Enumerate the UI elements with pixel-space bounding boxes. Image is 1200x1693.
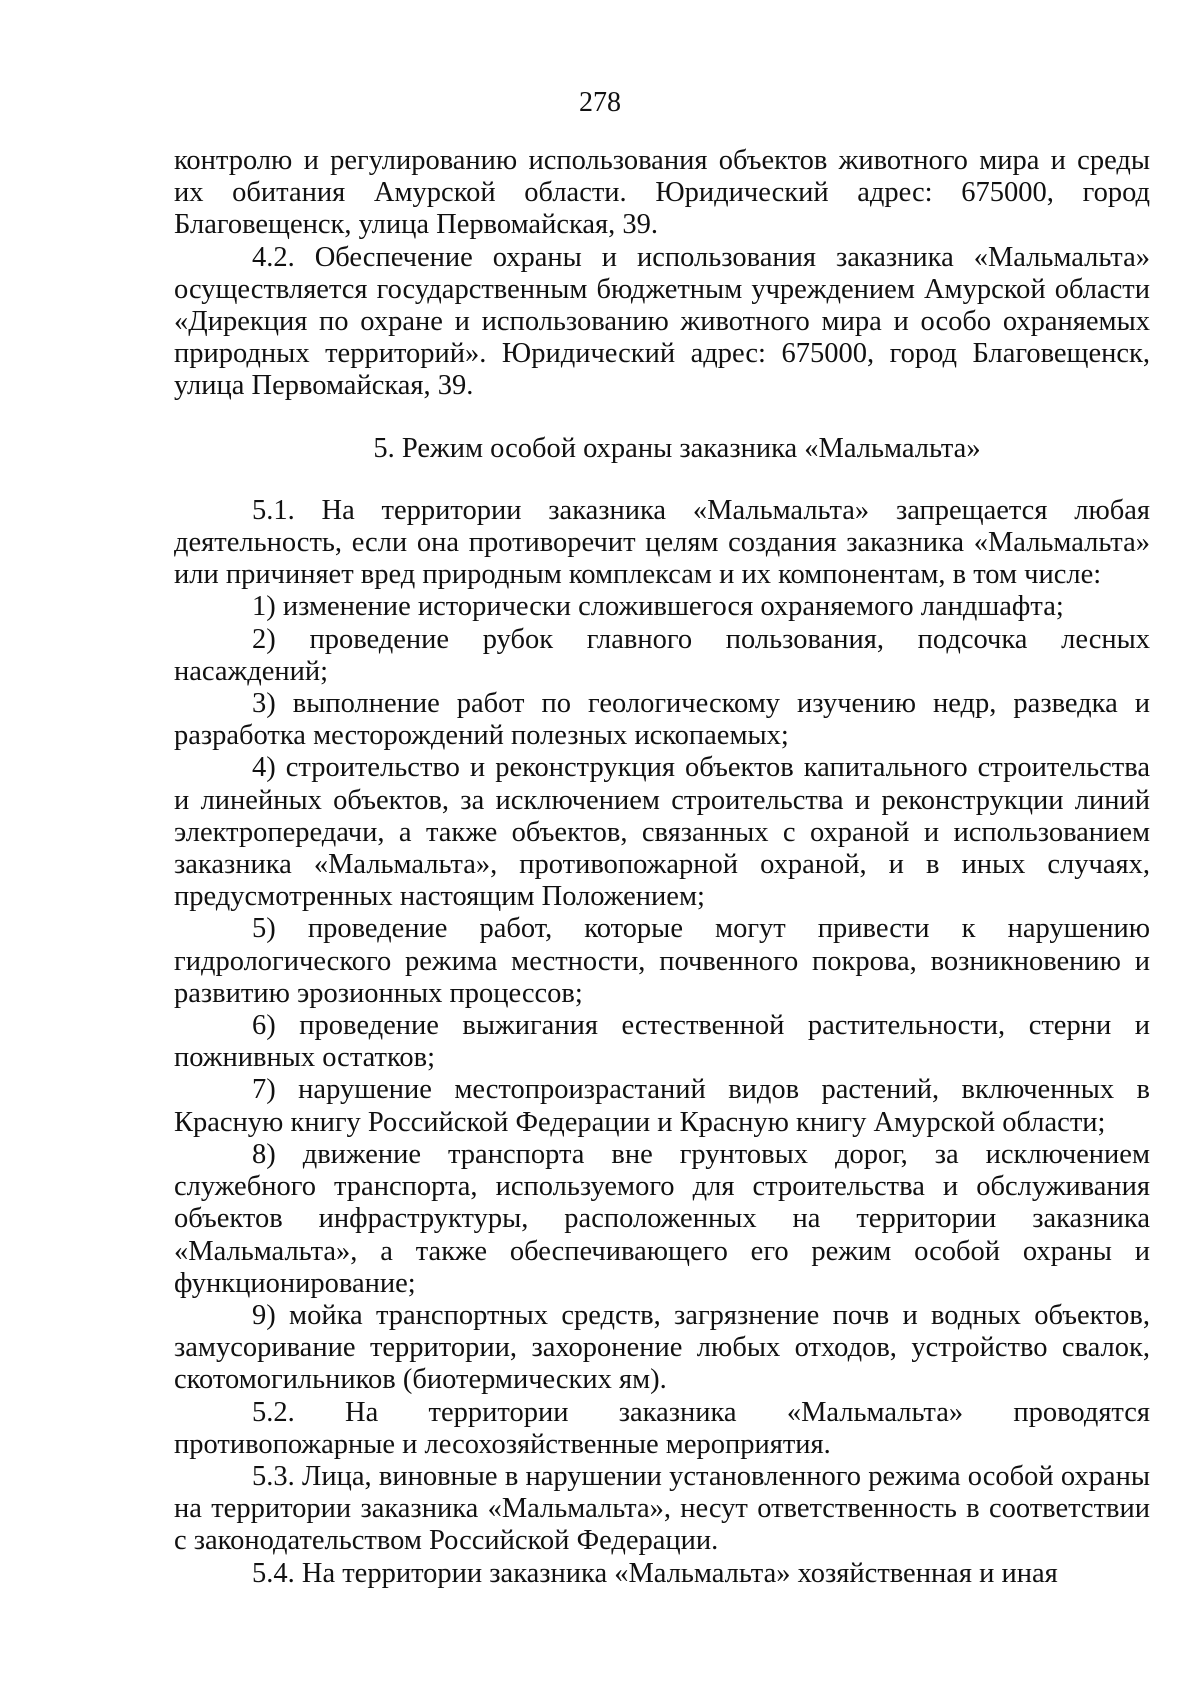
paragraph-5-1: 5.1. На территории заказника «Мальмальта» запрещается любая деятельность, если она противоречит целям создания заказника «Мальмальта» или причиняет вред природным комплексам и их компонентам, в том числе: xyxy=(174,494,1150,591)
list-item-2: 2) проведение рубок главного пользования, подсочка лесных насаждений; xyxy=(174,623,1150,687)
list-item-7: 7) нарушение местопроизрастаний видов растений, включенных в Красную книгу Российской Федерации и Красную книгу Амурской области; xyxy=(174,1074,1150,1138)
list-item-4: 4) строительство и реконструкция объектов капитального строительства и линейных объектов, за исключением строительства и реконструкции линий электропередачи, а также объектов, связанных с охраной и использованием заказника «Мальмальта», противопожарной охраной, и в иных случаях, предусмотренных настоящим Положением; xyxy=(174,752,1150,913)
list-item-6: 6) проведение выжигания естественной растительности, стерни и пожнивных остатков; xyxy=(174,1010,1150,1074)
list-item-8: 8) движение транспорта вне грунтовых дорог, за исключением служебного транспорта, используемого для строительства и обслуживания объектов инфраструктуры, расположенных на территории заказника «Мальмальта», а также обеспечивающего его режим особой охраны и функционирование; xyxy=(174,1138,1150,1299)
page-number: 278 xyxy=(579,87,621,118)
document-body xyxy=(174,145,1150,1590)
paragraph-5-4: 5.4. На территории заказника «Мальмальта» хозяйственная и иная xyxy=(252,1557,1058,1589)
paragraph-continuation: контролю и регулированию использования объектов животного мира и среды их обитания Амурской области. Юридический адрес: 675000, город Благовещенск, улица Первомайская, 39. xyxy=(174,145,1150,241)
list-item-3: 3) выполнение работ по геологическому изучению недр, разведка и разработка месторождений полезных ископаемых; xyxy=(174,688,1150,752)
paragraph-5-3: 5.3. Лица, виновные в нарушении установленного режима особой охраны на территории заказника «Мальмальта», несут ответственность в соответствии с законодательством Российской Федерации. xyxy=(174,1460,1150,1557)
paragraph-4-2: 4.2. Обеспечение охраны и использования заказника «Мальмальта» осуществляется государственным бюджетным учреждением Амурской области «Дирекция по охране и использованию животного мира и особо охраняемых природных территорий». Юридический адрес: 675000, город Благовещенск, улица Первомайская, 39. xyxy=(174,241,1150,402)
section-heading-5: 5. Режим особой охраны заказника «Мальмальта» xyxy=(373,432,981,464)
paragraph-5-2: 5.2. На территории заказника «Мальмальта» проводятся противопожарные и лесохозяйственные мероприятия. xyxy=(174,1396,1150,1460)
list-item-1: 1) изменение исторически сложившегося охраняемого ландшафта; xyxy=(252,591,1064,623)
list-item-9: 9) мойка транспортных средств, загрязнение почв и водных объектов, замусоривание территории, захоронение любых отходов, устройство свалок, скотомогильников (биотермических ям). xyxy=(174,1299,1150,1396)
list-item-5: 5) проведение работ, которые могут привести к нарушению гидрологического режима местности, почвенного покрова, возникновению и развитию эрозионных процессов; xyxy=(174,913,1150,1009)
